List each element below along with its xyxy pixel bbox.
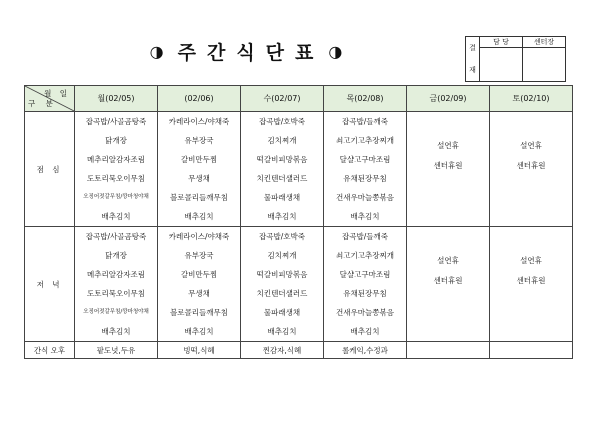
menu-item: 배추김치 xyxy=(184,212,214,221)
menu-cell xyxy=(75,227,158,342)
menu-item: 잡곡밥/들깨죽 xyxy=(342,232,388,241)
snack-cell: 찐감자,식혜 xyxy=(241,342,324,359)
menu-table xyxy=(24,85,573,359)
menu-item: 닭개장 xyxy=(105,251,127,260)
menu-cell xyxy=(75,112,158,227)
approval-director-header: 센터장 xyxy=(523,37,566,48)
menu-item: 블로콜리들깨무침 xyxy=(170,193,228,202)
menu-cell xyxy=(241,227,324,342)
menu-cell xyxy=(407,112,490,227)
corner-bottom-label: 구 분 xyxy=(28,99,57,108)
menu-item: 유부장국 xyxy=(184,251,214,260)
menu-item: 메추리알감자조림 xyxy=(87,270,145,279)
menu-item: 오징어젓갈무침/깡마청야채 xyxy=(83,309,149,315)
day-header: (02/06) xyxy=(158,86,241,112)
menu-item: 블로콜리들깨무침 xyxy=(170,308,228,317)
menu-item: 배추김치 xyxy=(350,327,380,336)
menu-item: 도토리묵오이무침 xyxy=(87,289,145,298)
corner-cell xyxy=(25,86,75,112)
menu-item: 센터휴원 xyxy=(433,161,463,170)
menu-cell xyxy=(490,227,573,342)
page-title xyxy=(96,36,396,66)
menu-item: 센터휴원 xyxy=(516,276,546,285)
menu-item: 김치찌개 xyxy=(267,136,297,145)
menu-item: 센터휴원 xyxy=(516,161,546,170)
menu-item: 배추김치 xyxy=(267,327,297,336)
menu-item: 건새우마늘쫑볶음 xyxy=(336,308,394,317)
menu-item: 메추리알감자조림 xyxy=(87,155,145,164)
approval-director-sign xyxy=(523,48,566,82)
half-circle-icon: ◑ xyxy=(149,41,164,61)
half-circle-icon: ◑ xyxy=(328,41,343,61)
menu-item: 배추김치 xyxy=(267,212,297,221)
menu-cell xyxy=(407,227,490,342)
menu-item: 유부장국 xyxy=(184,136,214,145)
menu-item: 잡곡밥/사골곰탕죽 xyxy=(85,117,147,126)
title-text: 주간식단표 xyxy=(177,41,325,64)
menu-item: 유채된장무침 xyxy=(343,174,387,183)
menu-item: 유채된장무침 xyxy=(343,289,387,298)
snack-cell: 롤케익,수정과 xyxy=(324,342,407,359)
menu-cell xyxy=(158,227,241,342)
menu-item: 갈비만두찜 xyxy=(180,270,218,279)
menu-item: 김치찌개 xyxy=(267,251,297,260)
menu-item: 떡갈비피망볶음 xyxy=(256,270,308,279)
approval-box xyxy=(465,36,566,82)
menu-item: 무생채 xyxy=(188,174,210,183)
menu-item: 건새우마늘쫑볶음 xyxy=(336,193,394,202)
menu-item: 무생채 xyxy=(188,289,210,298)
lunch-label: 점 심 xyxy=(25,112,75,227)
menu-item: 치킨텐더샐러드 xyxy=(256,174,308,183)
menu-item: 쇠고기고추장찌개 xyxy=(336,251,394,260)
dinner-label: 저 녁 xyxy=(25,227,75,342)
menu-item: 잡곡밥/호박죽 xyxy=(259,232,305,241)
menu-item: 물파래생채 xyxy=(263,308,301,317)
menu-item: 달샬고구마조림 xyxy=(339,155,391,164)
menu-item: 잡곡밥/호박죽 xyxy=(259,117,305,126)
menu-item: 쇠고기고추장찌개 xyxy=(336,136,394,145)
snack-cell: 빙떡,식혜 xyxy=(158,342,241,359)
menu-item: 잡곡밥/사골곰탕죽 xyxy=(85,232,147,241)
menu-cell xyxy=(324,112,407,227)
menu-item: 설연휴 xyxy=(437,141,459,150)
menu-item: 잡곡밥/들깨죽 xyxy=(342,117,388,126)
lunch-row xyxy=(25,112,573,227)
snack-cell xyxy=(490,342,573,359)
snack-row xyxy=(25,342,573,359)
snack-label: 간식 오후 xyxy=(25,342,75,359)
approval-manager-header: 담 당 xyxy=(480,37,523,48)
approval-jae: 재 xyxy=(469,65,476,74)
snack-cell: 팥도넛,두유 xyxy=(75,342,158,359)
menu-item: 카레라이스/야채죽 xyxy=(168,232,230,241)
dinner-row xyxy=(25,227,573,342)
menu-item: 카레라이스/야채죽 xyxy=(168,117,230,126)
day-header: 월(02/05) xyxy=(75,86,158,112)
menu-item: 설연휴 xyxy=(520,256,542,265)
day-header-row xyxy=(25,86,573,112)
corner-top-label: 월 일 xyxy=(44,89,70,98)
menu-item: 배추김치 xyxy=(101,327,131,336)
menu-item: 설연휴 xyxy=(520,141,542,150)
menu-item: 갈비만두찜 xyxy=(180,155,218,164)
approval-manager-sign xyxy=(480,48,523,82)
menu-cell xyxy=(490,112,573,227)
menu-item: 도토리묵오이무침 xyxy=(87,174,145,183)
menu-item: 오징어젓갈무침/깡마청야채 xyxy=(83,194,149,200)
menu-item: 떡갈비피망볶음 xyxy=(256,155,308,164)
menu-item: 배추김치 xyxy=(184,327,214,336)
menu-item: 달샬고구마조림 xyxy=(339,270,391,279)
menu-item: 배추김치 xyxy=(350,212,380,221)
menu-cell xyxy=(324,227,407,342)
menu-item: 닭개장 xyxy=(105,136,127,145)
menu-item: 치킨텐더샐러드 xyxy=(256,289,308,298)
menu-item: 물파래생채 xyxy=(263,193,301,202)
day-header: 금(02/09) xyxy=(407,86,490,112)
day-header: 토(02/10) xyxy=(490,86,573,112)
menu-item: 배추김치 xyxy=(101,212,131,221)
day-header: 목(02/08) xyxy=(324,86,407,112)
menu-cell xyxy=(158,112,241,227)
snack-cell xyxy=(407,342,490,359)
menu-item: 센터휴원 xyxy=(433,276,463,285)
approval-gyeol: 결 xyxy=(469,43,476,52)
day-header: 수(02/07) xyxy=(241,86,324,112)
menu-item: 설연휴 xyxy=(437,256,459,265)
menu-cell xyxy=(241,112,324,227)
approval-side-label xyxy=(466,37,480,82)
